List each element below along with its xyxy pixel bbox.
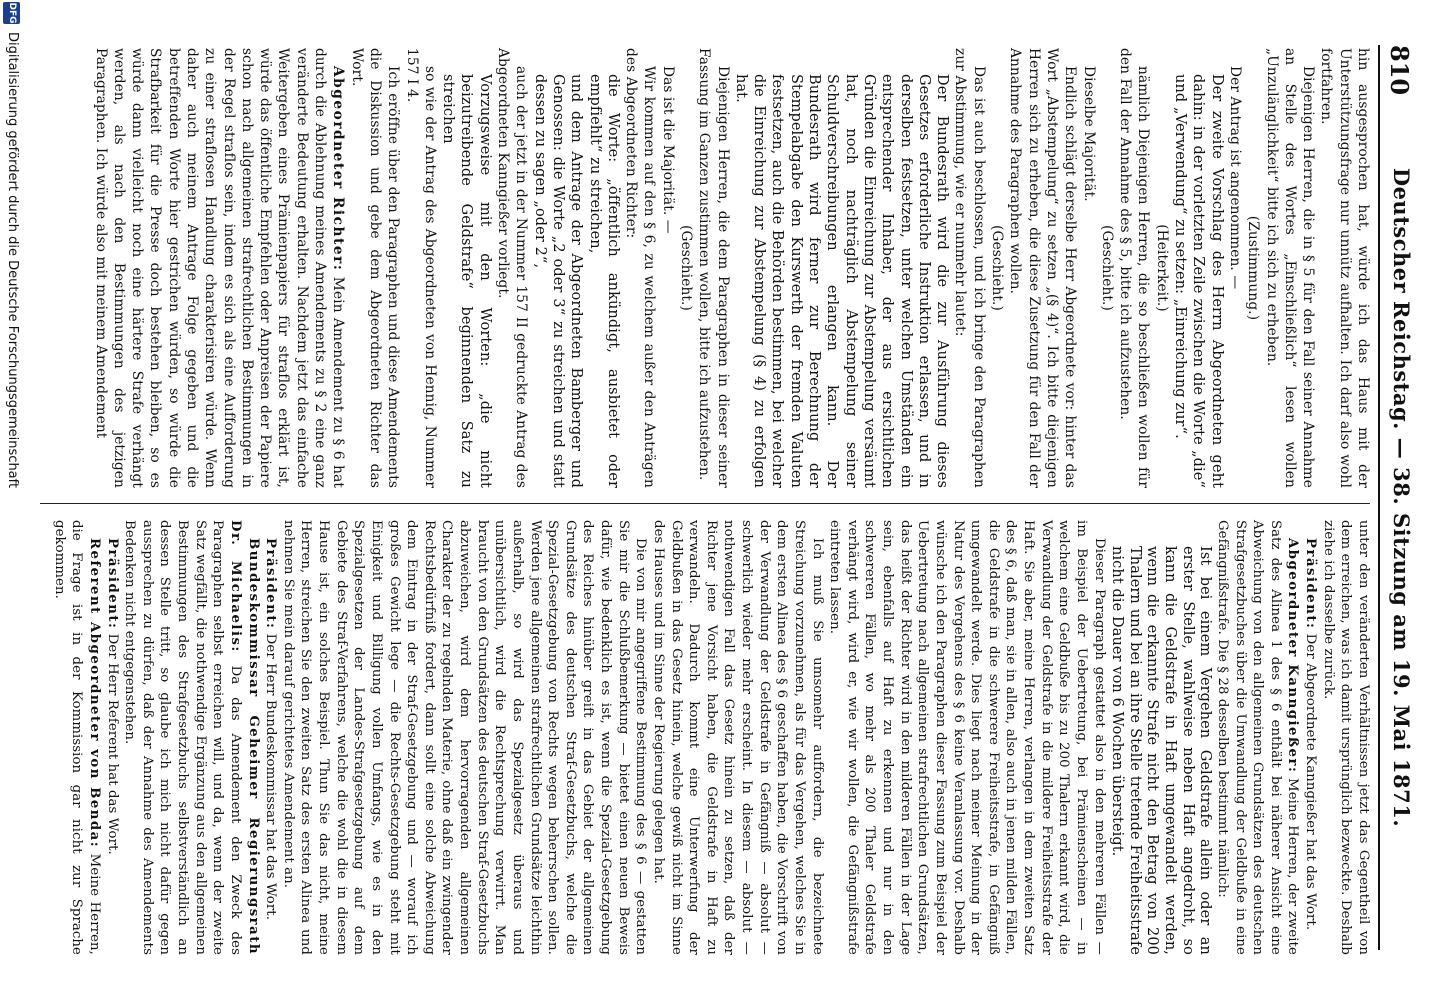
- paragraph: Endlich schlägt derselbe Herr Abgeordnete vor: hinter das Wort „Abstempelung“ zu setzen „(§ 4)“. Ich bitte diejenigen Herren sich zu erheben, die diese Zusetzung für den Fall der Annahme des Paragraphen wollen.: [1007, 48, 1079, 488]
- paragraph: Ist bei einem Vergehen Geldstrafe allein oder an erster Stelle, wahlweise neben Haft angedroht, so kann die Geldstrafe in Haft umgewandelt werden, wenn die erkannte Strafe nicht den Betrag von 200 Thalern und bei an ihre Stelle tretende Freiheitsstrafe nicht die Dauer von 6 Wochen übersteigt.: [1109, 546, 1214, 955]
- paragraph: nämlich Diejenigen Herren, die so beschließen wollen für den Fall der Annahme des § 5, bitte ich aufzustehen.: [1117, 48, 1152, 488]
- paragraph: auch der jetzt in der Nummer 157 II gedruckte Antrag des Abgeordneten Kanngießer vorliegt.: [495, 48, 530, 488]
- paragraph: Ich muß Sie umsomehr auffordern, die bezeichnete Streichung vorzunehmen, als für das Vergehen, welches Sie in dem ersten Alinea des § 6 geschaffen haben, die Vorschrift von der Verwandlung der Geldstrafe in Gefängniß — absolut — schwerlich wieder mehr erscheint. In diesem — absolut — nothwendigen Fall das Gesetz hinein zu setzen, daß der Richter jene Vorsicht haben, die Geldstrafe in Haft zu verwandeln. Dadurch kommt eine Unterwerfung der Geldbußen in das Gesetz hinein, welche gewiß nicht im Sinne des Hauses und im Sinne der Regierung gelegen hat.: [651, 520, 825, 955]
- paragraph: [1213, 520, 1301, 955]
- page-header: [1378, 45, 1420, 950]
- column-divider: [40, 503, 1370, 504]
- speaker-name: Präsident:: [1303, 538, 1319, 630]
- paragraph: Wir kommen auf den § 6, zu welchem außer den Anträgen des Abgeordneten Richter:: [623, 48, 658, 488]
- paragraph-text: Da das Amendement den Zweck des Paragraphen selbst erreichen will, und da, wenn der zweite Satz wegfällt, die nothwendige Ergänzung aus den allgemeinen Bestimmungen des Strafgesetzbuchs selbstverständlich an dessen Stelle tritt, so glaube ich mich nicht dafür gegen aussprechen zu dürfen, daß der Annahme des Amendements Bedenken nicht entgegenstehen.: [122, 520, 243, 955]
- paragraph: Dieselbe Majorität.: [1080, 66, 1097, 202]
- left-column: [91, 48, 1372, 488]
- paragraph-text: Mein Amendement zu § 6 hat durch die Ablehnung meines Amendements zu § 2 eine ganz veränderte Bedeutung erhalten. Nachdem jetzt das einfache Weitergeben eines Prämienpapiers für straflos erklärt ist, würde das öffentliche Empfehlen oder Anpreisen der Papiere schon nach allgemeinen strafrechtlichen Bestimmungen in der Regel straflos sein, indem es sich als eine Aufforderung zu einer straflosen Handlung charakterisiren würde. Wenn daher auch meinem Antrage Folge gegeben und die betreffenden Worte hier gestrichen würden, so würde die Strafbarkeit für die Presse doch bestehen bleiben, so es würde dann vielleicht noch eine härtere Strafe verhängt werden, als nach den Bestimmungen des jetzigen Paragraphen. Ich würde also mit meinem Amendement: [92, 48, 347, 488]
- paragraph: Das ist auch beschlossen, und ich bringe den Paragraphen zur Abstimmung, wie er nunmehr lautet:: [952, 48, 987, 488]
- paragraph: [262, 520, 280, 955]
- paragraph: so wie der Antrag des Abgeordneten von Hennig, Nummer 157 I 4.: [403, 48, 438, 488]
- paragraph: [50, 520, 103, 955]
- paragraph: [121, 520, 262, 955]
- paragraph-text: Meine Herren, der zweite Satz des Alinea 1 des § 6 enthält bei näherer Ansicht eine Abweichung von den allgemeinen Grundsätzen des deutschen Strafgesetzbuches über die Umwandlung der Geldbuße in eine Gefängnißstrafe. Die § 28 desselben bestimmt nämlich:: [1215, 520, 1301, 956]
- paragraph: Die von mir angegriffene Bestimmung des § 6 — gestatten Sie mir die Schlußbemerkung — bietet einen neuen Beweis dafür, wie bedenklich es ist, wenn die Spezial-Gesetzgebung des Reiches hinüber greift in das Gebiet der allgemeinen Grundsätze des deutschen Straf-Gesetzbuchs, welche die Spezial-Gesetzgebung von Rechts wegen beherrschen sollen. Werden jene allgemeinen strafrechtlichen Grundsätze leichthin außerhalb, so wird das Spezialgesetz überaus und unübersichtlich, wird die Rechtsprechung verwirrt. Man braucht von den Grundsätzen des deutschen Straf-Gesetzbuchs abzuweichen, wird dem hervorragenden allgemeinen Charakter der zu regelnden Materie, ohne daß ein zwingender Rechtsbedürfniß fordert, dann sollt eine solche Abweichung dem Eintrag in der Straf-Gesetzgebung und — worauf ich großes Gewicht lege — die Rechts-Gesetzgebung steht mit Einigkeit und Billigung vollen Umfangs, wie es in den Spezialgesetzen der Landes-Strafgesetzgebung auf dem Gebiete des Straf-Verfahrens, welche die wohl die in diesem Hause ist, ein solches Beispiel. Thun Sie das nicht, meine Herren, streichen Sie den zweiten Satz des ersten Alinea und nehmen Sie mein darauf gerichtetes Amendement an.: [280, 520, 649, 955]
- paragraph: Ich eröffne über den Paragraphen und diese Amendements die Diskussion und gebe dem Abgeordneten Richter das Wort.: [348, 48, 402, 488]
- footer: [0, 0, 22, 1000]
- paragraph: [91, 48, 347, 488]
- right-column: [50, 520, 1372, 955]
- speaker-name: Abgeordneter Richter:: [330, 66, 347, 272]
- paragraph: (Heiterkeit.): [1153, 224, 1170, 312]
- paragraph: Der Bundesrath wird die zur Ausführung dieses Gesetzes erforderliche Instruktion erlassen, und in derselben festsetzen, unter welchen Umständen ein entsprechender Inhaber, der aus ersichtlichen Gründen die Einreichung zur Abstempelung versäumt hat, noch nachträglich Abstempelung seiner Schuldverschreibungen erlangen kann. Der Bundesrath wird ferner zur Berechnung der Stempelabgabe den Kurswerth der fremden Valuten festsetzen, auch die Behörden bestimmen, bei welcher die Einreichung zur Abstempelung (§ 4) zu erfolgen hat.: [732, 74, 951, 488]
- paragraph: Der Antrag ist angenommen. —: [1226, 66, 1243, 290]
- paragraph: die Worte: „öffentlich ankündigt, ausbietet oder empfiehlt“ zu streichen,: [586, 74, 621, 488]
- paragraph: Diejenigen Herren, die dem Paragraphen in dieser seiner Fassung im Ganzen zustimmen wollen, bitte ich aufzustehen.: [696, 48, 731, 488]
- paragraph: (Geschieht.): [678, 225, 695, 311]
- paragraph-text: Der Herr Bundeskommissar hat das Wort.: [263, 629, 279, 921]
- paragraph-text: Der Abgeordnete Kanngießer hat das Wort.: [1303, 629, 1319, 931]
- paragraph: Der zweite Vorschlag des Herrn Abgeordneten geht dahin: in der vorletzten Zeile zwischen die Worte „die“ und „Verwendung“ zu setzen: „Einreichung zur“.: [1172, 74, 1225, 488]
- speaker-name: Präsident:: [104, 538, 120, 630]
- paragraph-text: Der Herr Referent hat das Wort.: [104, 629, 120, 855]
- paragraph: (Geschieht.): [989, 225, 1006, 311]
- dfg-logo-icon: DFG: [3, 2, 20, 24]
- paragraph: Dieser Paragraph gestattet also in den mehreren Fällen — im Beispiel der Uebertretung, bei Prämienscheinen — in welchem eine Geldbuße bis zu 200 Thalern erkannt wird, die Verwandlung der Geldstrafe in die mildere Freiheitsstrafe der Haft. Sie aber, meine Herren, verlangen in dem zweiten Satz des § 6, daß man, sie in allen, also auch in jenen milden Fällen, die Geldstrafe in die schwerere Freiheitsstrafe, in Gefängniß umgewandelt werde. Dies liegt nach meiner Meinung in der Natur des Vergehens des § 6 keine Veranlassung vor. Deshalb wünsche ich den Paragraphen dieser Fassung zum Beispiel der Uebertretung nach allgemeinen strafrechtlichen Grundsätzen, das heißt der Richter wird in den milderen Fällen in der Lage sein, ebenfalls auf Haft zu erkennen und nur in den schwereren Fällen, wo mehr als 200 Thaler Geldstrafe verhängt wird, wird er, wie wir wollen, die Gefängnißstrafe eintreten lassen.: [827, 520, 1107, 955]
- paragraph: Vorzugsweise mit den Worten: „die nicht beizutreibende Geldstrafe“ beginnenden Satz zu streichen: [440, 74, 493, 488]
- paragraph: hin ausgesprochen hat, würde ich das Haus mit der Unterstützungsfrage nur unnütz aufhalten. Ich darf also wohl fortfahren.: [1318, 48, 1371, 488]
- page-number: 810: [1385, 45, 1414, 96]
- speaker-name: Bundeskommissar Geheimer Regierungsrath Dr. Michaelis:: [228, 520, 261, 955]
- footer-text: Digitalisierung gefördert durch die Deutsche Forschungsgemeinschaft: [5, 32, 20, 489]
- paragraph: [1302, 520, 1320, 955]
- paragraph: Das ist die Majorität. —: [659, 66, 676, 234]
- paragraph: unter den veränderten Verhältnissen jetzt das Gegentheil von dem erreichen, was ich damit ursprünglich bezweckte. Deshalb ziehe ich dasselbe zurück.: [1320, 520, 1371, 955]
- paragraph: [103, 520, 121, 955]
- running-title: Deutscher Reichstag. — 38. Sitzung am 19. Mai 1871.: [1389, 167, 1414, 828]
- paragraph-text: Meine Herren, die Frage ist in der Kommission gar nicht zur Sprache gekommen.: [51, 520, 102, 955]
- paragraph: Diejenigen Herren, die in § 5 für den Fall seiner Annahme an Stelle des Wortes „Einschließlich“ lesen wollen „Unzulänglichkeit“ bitte ich sich zu erheben.: [1263, 48, 1317, 488]
- paragraph: (Zustimmung.): [1245, 215, 1262, 321]
- paragraph: und dem Antrage der Abgeordneten Bamberger und Genossen: die Worte „2 oder 3“ zu streichen und statt dessen zu sagen „oder 2“,: [531, 74, 585, 488]
- speaker-name: Präsident:: [263, 538, 279, 630]
- paragraph: (Geschieht.): [1098, 225, 1115, 311]
- speaker-name: Referent Abgeordneter von Benda:: [87, 538, 102, 849]
- speaker-name: Abgeordneter Kanngießer:: [1285, 538, 1301, 774]
